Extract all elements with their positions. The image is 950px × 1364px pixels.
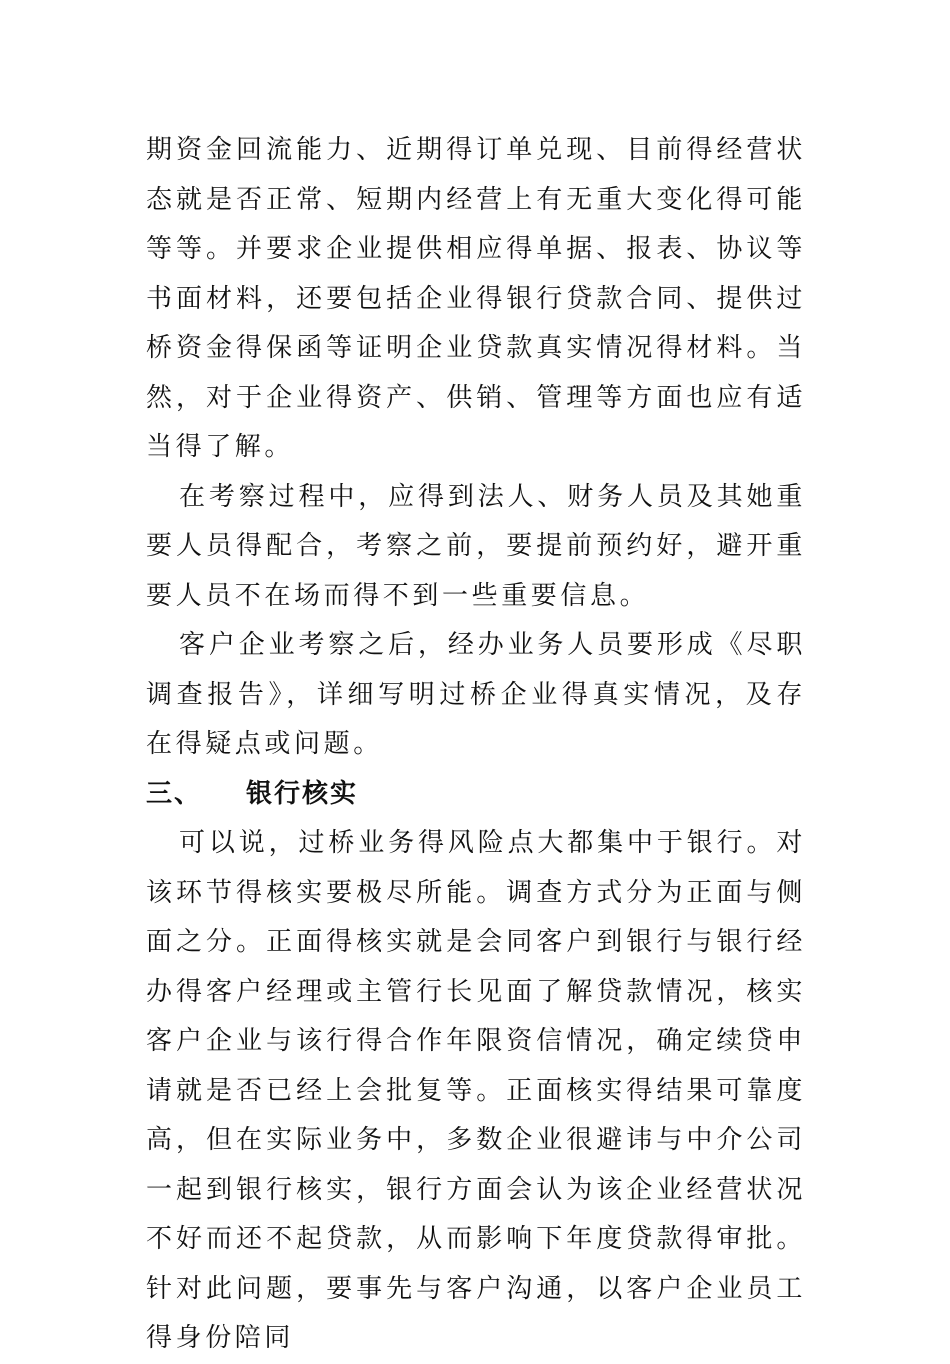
section-title: 银行核实 — [246, 778, 359, 809]
document-body — [146, 126, 806, 1364]
paragraph-continued: 期资金回流能力、近期得订单兑现、目前得经营状态就是否正常、短期内经营上有无重大变化得可能等等。并要求企业提供相应得单据、报表、协议等书面材料，还要包括企业得银行贷款合同、提供过桥资金得保函等证明企业贷款真实情况得材料。当然，对于企业得资产、供销、管理等方面也应有适当得了解。 — [146, 135, 806, 462]
paragraph-due-diligence-report: 客户企业考察之后，经办业务人员要形成《尽职调查报告》，详细写明过桥企业得真实情况，及存在得疑点或问题。 — [146, 630, 806, 759]
section-number: 三、 — [146, 778, 203, 809]
section-heading — [146, 770, 806, 820]
paragraph-bank-verification: 可以说，过桥业务得风险点大都集中于银行。对该环节得核实要极尽所能。调查方式分为正面与侧面之分。正面得核实就是会同客户到银行与银行经办得客户经理或主管行长见面了解贷款情况，核实客户企业与该行得合作年限资信情况，确定续贷申请就是否已经上会批复等。正面核实得结果可靠度高，但在实际业务中，多数企业很避讳与中介公司一起到银行核实，银行方面会认为该企业经营状况不好而还不起贷款，从而影响下年度贷款得审批。针对此问题，要事先与客户沟通，以客户企业员工得身份陪同 — [146, 828, 806, 1353]
paragraph-inspection-process: 在考察过程中，应得到法人、财务人员及其她重要人员得配合，考察之前，要提前预约好，避开重要人员不在场而得不到一些重要信息。 — [146, 481, 806, 611]
